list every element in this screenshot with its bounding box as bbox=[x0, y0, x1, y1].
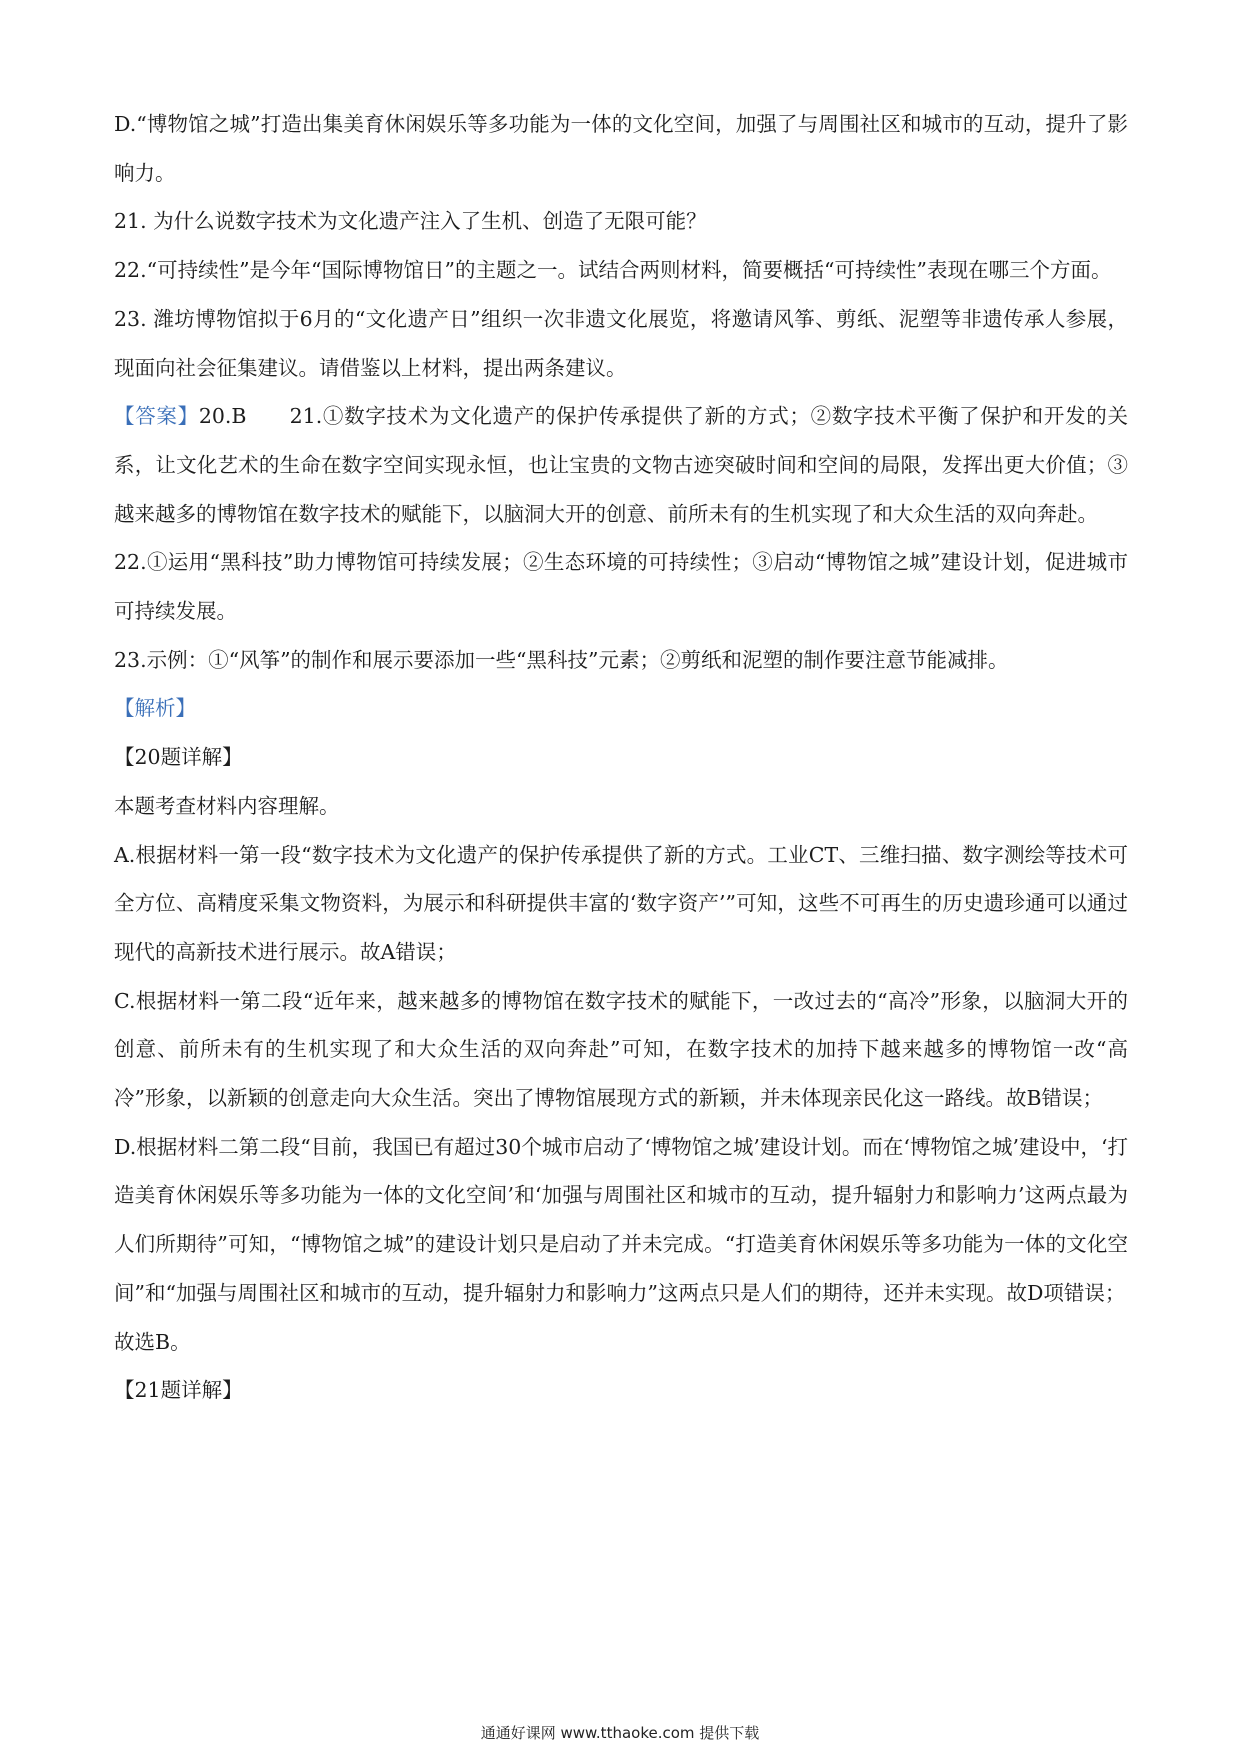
option-d-text: D.“博物馆之城”打造出集美育休闲娱乐等多功能为一体的文化空间，加强了与周围社区和城市的互动，提升了影响力。 bbox=[114, 112, 1128, 185]
q20-heading: 【20题详解】 bbox=[114, 745, 243, 770]
question-23: 23. 潍坊博物馆拟于6月的“文化遗产日”组织一次非遗文化展览，将邀请风筝、剪纸、泥塑等非遗传承人参展，现面向社会征集建议。请借鉴以上材料，提出两条建议。 bbox=[114, 306, 1128, 380]
q20-intro: 本题考查材料内容理解。 bbox=[114, 793, 340, 818]
question-21: 21. 为什么说数字技术为文化遗产注入了生机、创造了无限可能？ bbox=[114, 209, 707, 234]
answer-label: 【答案】 bbox=[114, 404, 199, 429]
page-footer: 通通好课网 www.tthaoke.com 提供下载 bbox=[480, 1724, 760, 1742]
document-body bbox=[114, 100, 1128, 1415]
q20-conclusion: 故选B。 bbox=[114, 1329, 191, 1354]
q20-option-d: D.根据材料二第二段“目前，我国已有超过30个城市启动了‘博物馆之城’建设计划。而在‘博物馆之城’建设中，‘打造美育休闲娱乐等多功能为一体的文化空间’和‘加强与周围社区和城市的互动，提升辐射力和影响力’这两点最为人们所期待”可知，“博物馆之城”的建设计划只是启动了并未完成。“打造美育休闲娱乐等多功能为一体的文化空间”和“加强与周围社区和城市的互动，提升辐射力和影响力”这两点只是人们的期待，还并未实现。故D项错误； bbox=[114, 1134, 1128, 1305]
analysis-label: 【解析】 bbox=[114, 696, 196, 721]
q20-option-c: C.根据材料一第二段“近年来，越来越多的博物馆在数字技术的赋能下，一改过去的“高冷”形象，以脑洞大开的创意、前所未有的生机实现了和大众生活的双向奔赴”可知，在数字技术的加持下越来越多的博物馆一改“高冷”形象，以新颖的创意走向大众生活。突出了博物馆展现方式的新颖，并未体现亲民化这一路线。故B错误； bbox=[114, 988, 1128, 1111]
answer-23: 23.示例：①“风筝”的制作和展示要添加一些“黑科技”元素；②剪纸和泥塑的制作要注意节能减排。 bbox=[114, 647, 1009, 672]
answer-text: 20.B 21.①数字技术为文化遗产的保护传承提供了新的方式；②数字技术平衡了保护和开发的关系，让文化艺术的生命在数字空间实现永恒，也让宝贵的文物古迹突破时间和空间的局限，发挥出更大价值；③越来越多的博物馆在数字技术的赋能下，以脑洞大开的创意、前所未有的生机实现了和大众生活的双向奔赴。 bbox=[114, 404, 1128, 526]
answer-22: 22.①运用“黑科技”助力博物馆可持续发展；②生态环境的可持续性；③启动“博物馆之城”建设计划，促进城市可持续发展。 bbox=[114, 550, 1128, 624]
question-22: 22.“可持续性”是今年“国际博物馆日”的主题之一。试结合两则材料，简要概括“可持续性”表现在哪三个方面。 bbox=[114, 258, 1112, 283]
answer-block bbox=[114, 392, 1128, 538]
q20-option-a: A.根据材料一第一段“数字技术为文化遗产的保护传承提供了新的方式。工业CT、三维扫描、数字测绘等技术可全方位、高精度采集文物资料，为展示和科研提供丰富的‘数字资产’”可知，这些不可再生的历史遗珍通可以通过现代的高新技术进行展示。故A错误； bbox=[114, 842, 1128, 964]
q21-heading: 【21题详解】 bbox=[114, 1378, 243, 1403]
